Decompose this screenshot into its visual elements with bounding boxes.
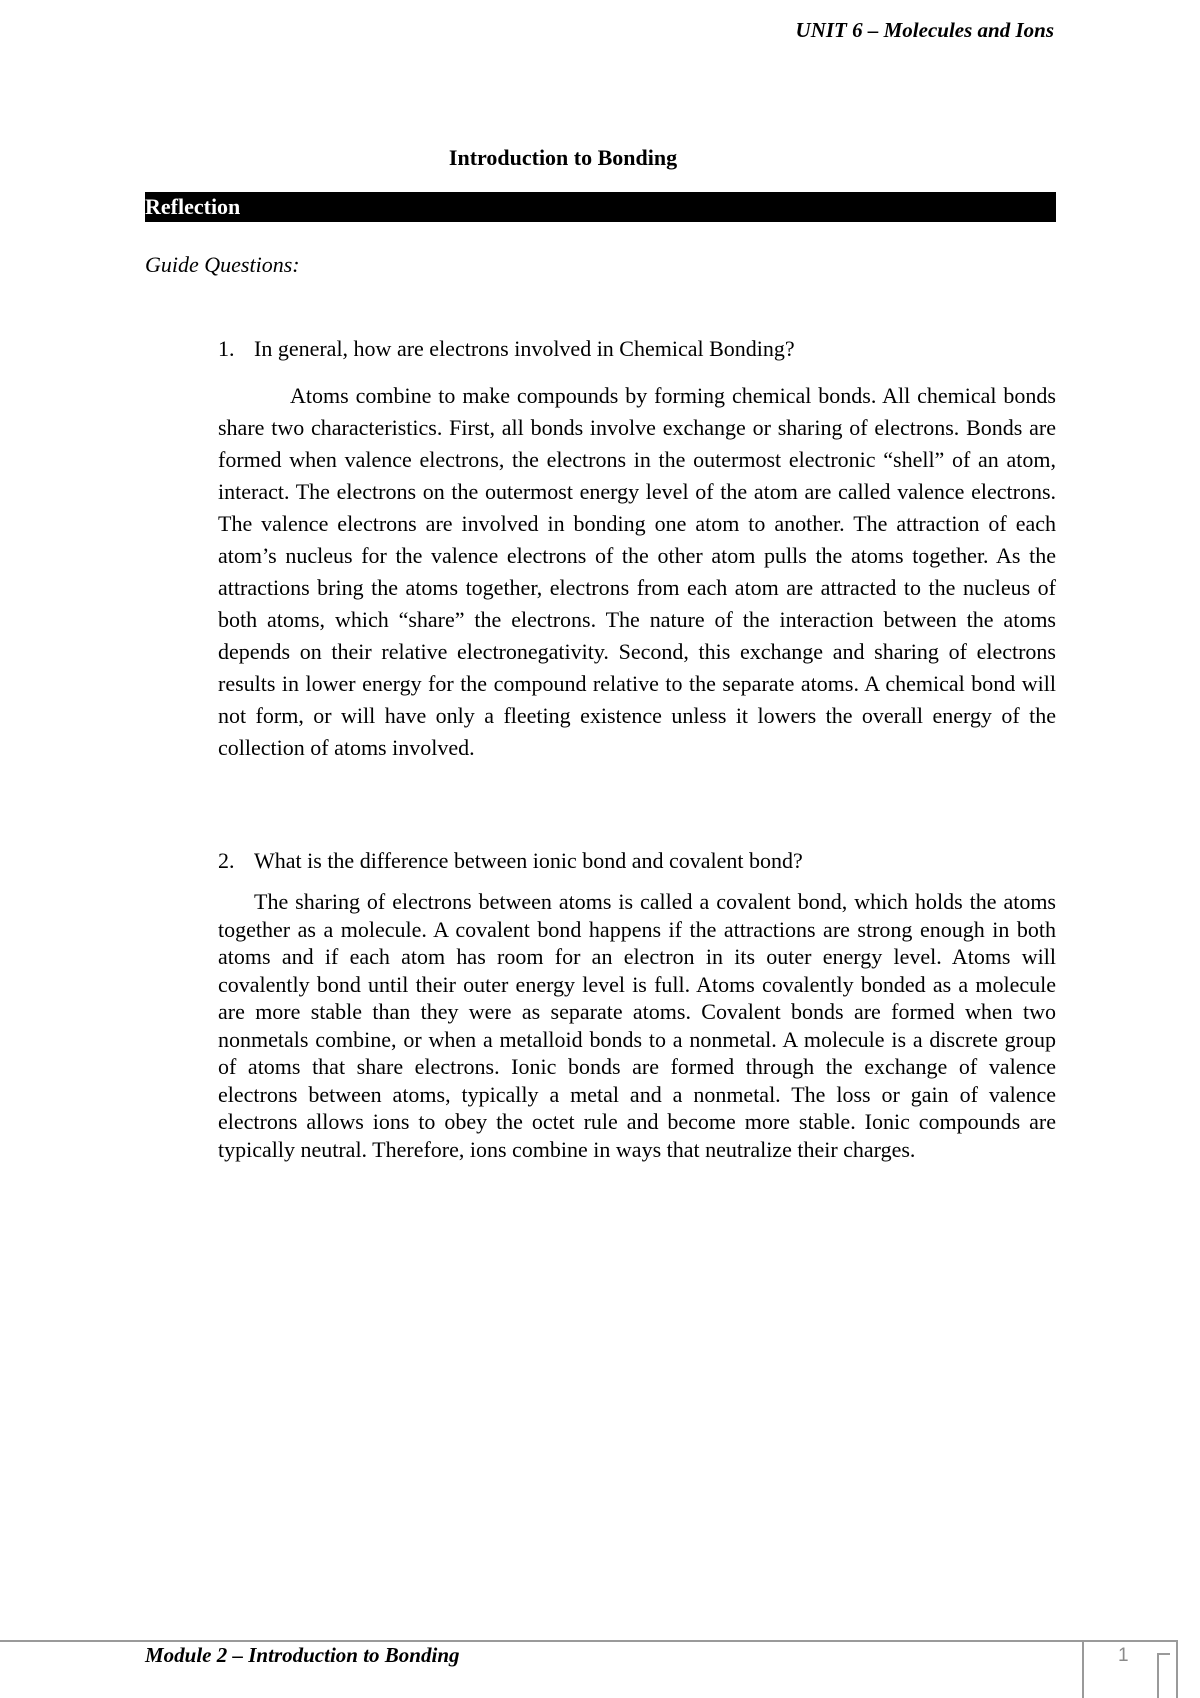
page-number-box	[1082, 1640, 1178, 1698]
section-bar	[145, 192, 1056, 222]
page-number-frame	[1082, 1640, 1178, 1698]
question-1-text: In general, how are electrons involved in Chemical Bonding?	[254, 336, 795, 361]
guide-questions-label: Guide Questions:	[145, 252, 300, 277]
question-1-number: 1.	[218, 336, 235, 361]
footer-module-title: Module 2 – Introduction to Bonding	[145, 1643, 460, 1667]
section-label: Reflection	[145, 194, 241, 219]
answer-1: Atoms combine to make compounds by forming chemical bonds. All chemical bonds share two characteristics. First, all bonds involve exchange or sharing of electrons. Bonds are formed when valence electrons, the electrons in the outermost electronic “shell” of an atom, interact. The electrons on the outermost energy level of the atom are called valence electrons. The valence electrons are involved in bonding one atom to another. The attraction of each atom’s nucleus for the valence electrons of the other atom pulls the atoms together. As the attractions bring the atoms together, electrons from each atom are attracted to the nucleus of both atoms, which “share” the electrons. The nature of the interaction between the atoms depends on their relative electronegativity. Second, this exchange and sharing of electrons results in lower energy for the compound relative to the separate atoms. A chemical bond will not form, or will have only a fleeting existence unless it lowers the overall energy of the collection of atoms involved.	[218, 383, 1056, 760]
question-1	[218, 336, 795, 362]
answer-2: The sharing of electrons between atoms is called a covalent bond, which holds the atoms together as a molecule. A covalent bond happens if the attractions are strong enough in both atoms and if each atom has room for an electron in its outer energy level. Atoms will covalently bond until their outer energy level is full. Atoms covalently bonded as a molecule are more stable than they were as separate atoms. Covalent bonds are formed when two nonmetals combine, or when a metalloid bonds to a nonmetal. A molecule is a discrete group of atoms that share electrons. Ionic bonds are formed through the exchange of valence electrons between atoms, typically a metal and a nonmetal. The loss or gain of valence electrons allows ions to obey the octet rule and become more stable. Ionic compounds are typically neutral. Therefore, ions combine in ways that neutralize their charges.	[218, 889, 1056, 1162]
question-2	[218, 848, 803, 874]
document-title: Introduction to Bonding	[448, 145, 678, 170]
footer-rule	[0, 1640, 1083, 1642]
page-number: 1	[1118, 1645, 1129, 1666]
question-2-number: 2.	[218, 848, 235, 873]
running-header: UNIT 6 – Molecules and Ions	[795, 18, 1054, 42]
question-2-text: What is the difference between ionic bond and covalent bond?	[254, 848, 803, 873]
